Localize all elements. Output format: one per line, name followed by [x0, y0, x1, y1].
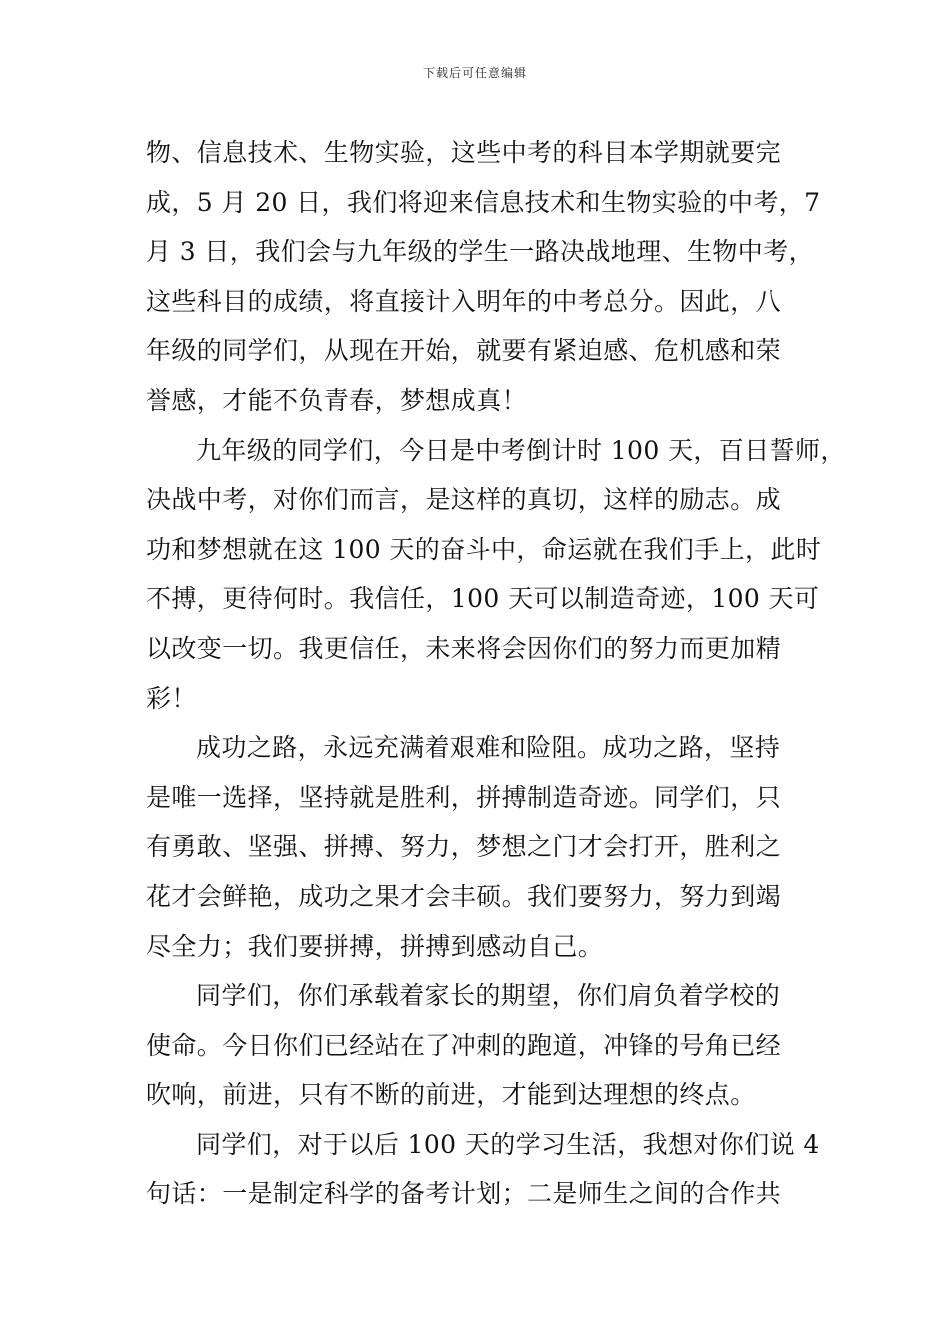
text-line: 成功之路，永远充满着艰难和险阻。成功之路，坚持	[196, 733, 781, 763]
page-header: 下载后可任意编辑	[422, 66, 527, 80]
document-body	[146, 128, 846, 1219]
text-line: 是唯一选择，坚持就是胜利，拼搏制造奇迹。同学们，只	[146, 782, 782, 812]
text-line: 尽全力；我们要拼搏，拼搏到感动自己。	[146, 931, 604, 961]
text-line: 功和梦想就在这 100 天的奋斗中，命运就在我们手上，此时	[146, 534, 822, 564]
text-line: 彩！	[146, 683, 197, 713]
text-line: 吹响，前进，只有不断的前进，才能到达理想的终点。	[146, 1080, 756, 1110]
text-line: 使命。今日你们已经站在了冲刺的跑道，冲锋的号角已经	[146, 1030, 782, 1060]
text-line: 成，5 月 20 日，我们将迎来信息技术和生物实验的中考，7	[146, 187, 821, 217]
text-line: 以改变一切。我更信任，未来将会因你们的努力而更加精	[146, 633, 782, 663]
text-line: 句话：一是制定科学的备考计划；二是师生之间的合作共	[146, 1179, 782, 1209]
text-line: 花才会鲜艳，成功之果才会丰硕。我们要努力，努力到竭	[146, 881, 782, 911]
text-line: 决战中考，对你们而言，是这样的真切，这样的励志。成	[146, 485, 782, 515]
text-line: 九年级的同学们，今日是中考倒计时 100 天，百日誓师，	[196, 435, 846, 465]
text-line: 年级的同学们，从现在开始，就要有紧迫感、危机感和荣	[146, 336, 782, 366]
text-line: 同学们，对于以后 100 天的学习生活，我想对你们说 4	[196, 1129, 820, 1159]
text-line: 这些科目的成绩，将直接计入明年的中考总分。因此，八	[146, 286, 782, 316]
text-line: 有勇敢、坚强、拼搏、努力，梦想之门才会打开，胜利之	[146, 832, 782, 862]
text-line: 不搏，更待何时。我信任，100 天可以制造奇迹，100 天可	[146, 584, 820, 614]
text-line: 物、信息技术、生物实验，这些中考的科目本学期就要完	[146, 138, 782, 167]
text-line: 月 3 日，我们会与九年级的学生一路决战地理、生物中考，	[146, 237, 815, 267]
text-line: 誉感，才能不负青春，梦想成真！	[146, 385, 528, 415]
text-line: 同学们，你们承载着家长的期望，你们肩负着学校的	[196, 981, 781, 1011]
